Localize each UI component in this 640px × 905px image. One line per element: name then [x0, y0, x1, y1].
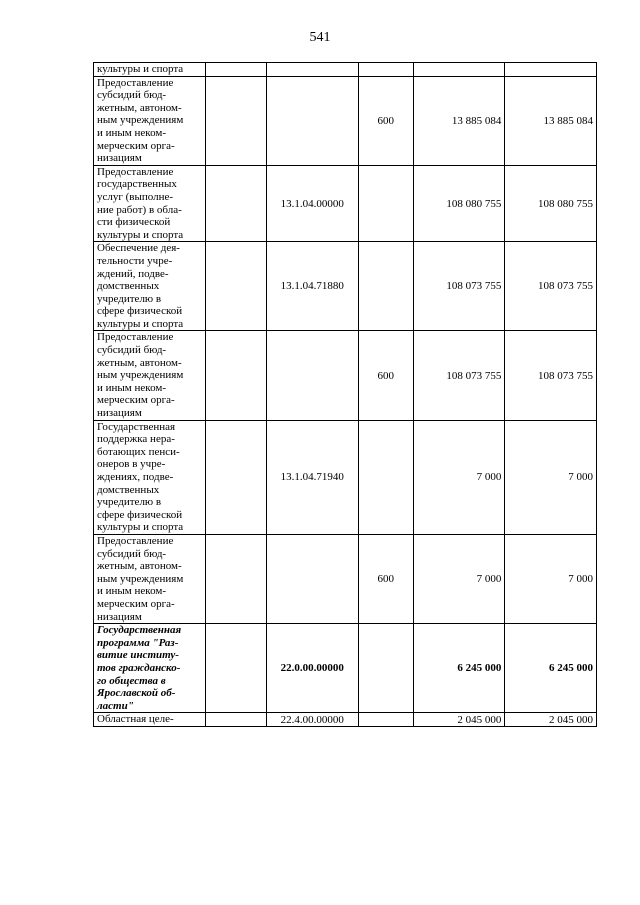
row-name-line: субсидий бюд- [97, 344, 167, 357]
budget-table-body [94, 63, 597, 727]
row-name-line: тов гражданско- [97, 661, 181, 674]
table-row [94, 165, 597, 242]
row-value-1-cell: 6 245 000 [413, 624, 505, 713]
row-code-cell [205, 534, 266, 623]
row-value-1-cell: 7 000 [413, 420, 505, 534]
table-row [94, 624, 597, 713]
row-csr-cell: 22.0.00.00000 [267, 624, 359, 713]
row-code-cell [205, 420, 266, 534]
row-name-line: низациям [97, 407, 142, 420]
row-value-2-cell: 6 245 000 [505, 624, 597, 713]
row-name-line: учредителю в [97, 292, 162, 305]
row-name-line: культуры и спорта [97, 521, 184, 534]
row-name-line: ным учреждениям [97, 369, 184, 382]
row-name-line: субсидий бюд- [97, 547, 167, 560]
row-name-line: и иным неком- [97, 126, 166, 139]
row-vr-cell: 600 [358, 76, 413, 165]
row-value-2-cell: 13 885 084 [505, 76, 597, 165]
row-value-2-cell: 2 045 000 [505, 713, 597, 727]
row-name-cell [94, 165, 206, 242]
row-value-2-cell [505, 63, 597, 77]
row-name-line: культуры и спорта [97, 317, 184, 330]
page-number: 541 [309, 30, 331, 45]
row-name-line: государственных [97, 178, 177, 191]
row-name-line: го общества в [97, 674, 166, 687]
table-row [94, 420, 597, 534]
row-value-1-cell: 2 045 000 [413, 713, 505, 727]
row-name-line: культуры и спорта [97, 63, 184, 75]
row-value-2-cell: 108 080 755 [505, 165, 597, 242]
row-csr-cell [267, 534, 359, 623]
row-vr-cell: 600 [358, 331, 413, 420]
row-value-2-cell: 7 000 [505, 420, 597, 534]
row-name-line: ждений, подве- [97, 267, 169, 280]
row-code-cell [205, 331, 266, 420]
row-name-line: Предоставление [97, 331, 174, 344]
row-name-line: ным учреждениям [97, 114, 184, 127]
row-name-line: Предоставление [97, 165, 174, 178]
row-name-cell [94, 63, 206, 77]
row-csr-cell: 13.1.04.00000 [267, 165, 359, 242]
table-row [94, 242, 597, 331]
row-code-cell [205, 76, 266, 165]
row-name-line: витие институ- [97, 649, 179, 662]
row-name-line: Государственная [97, 624, 182, 637]
row-value-1-cell: 7 000 [413, 534, 505, 623]
row-name-line: онеров в учре- [97, 458, 166, 471]
row-vr-cell [358, 624, 413, 713]
row-value-1-cell: 13 885 084 [413, 76, 505, 165]
row-name-line: Обеспечение дея- [97, 242, 180, 255]
row-name-cell [94, 624, 206, 713]
row-code-cell [205, 713, 266, 727]
row-name-line: жетным, автоном- [97, 101, 182, 114]
row-name-line: и иным неком- [97, 381, 166, 394]
table-row [94, 76, 597, 165]
row-csr-cell: 13.1.04.71880 [267, 242, 359, 331]
budget-table [93, 62, 597, 727]
row-name-line: Ярославской об- [97, 687, 176, 700]
row-name-line: сфере физической [97, 508, 183, 521]
row-code-cell [205, 165, 266, 242]
row-name-line: низациям [97, 152, 142, 165]
row-value-1-cell: 108 073 755 [413, 242, 505, 331]
row-name-line: мерческим орга- [97, 597, 175, 610]
row-vr-cell: 600 [358, 534, 413, 623]
row-name-line: Предоставление [97, 76, 174, 89]
row-name-line: и иным неком- [97, 585, 166, 598]
row-name-line: жетным, автоном- [97, 560, 182, 573]
row-name-line: ным учреждениям [97, 572, 184, 585]
row-csr-cell: 22.4.00.00000 [267, 713, 359, 727]
row-value-2-cell: 108 073 755 [505, 242, 597, 331]
row-name-line: ботающих пенси- [97, 445, 180, 458]
row-name-line: мерческим орга- [97, 394, 175, 407]
row-name-line: учредителю в [97, 496, 162, 509]
row-name-line: культуры и спорта [97, 228, 184, 241]
row-name-line: программа "Раз- [97, 636, 179, 649]
table-row [94, 534, 597, 623]
row-csr-cell: 13.1.04.71940 [267, 420, 359, 534]
table-row [94, 63, 597, 77]
row-vr-cell [358, 165, 413, 242]
row-name-line: жетным, автоном- [97, 356, 182, 369]
row-name-cell [94, 331, 206, 420]
row-name-line: Государственная [97, 420, 176, 433]
row-vr-cell [358, 420, 413, 534]
row-value-2-cell: 108 073 755 [505, 331, 597, 420]
row-name-line: ние работ) в обла- [97, 203, 182, 216]
row-name-cell [94, 76, 206, 165]
row-csr-cell [267, 63, 359, 77]
row-name-line: Областная целе- [97, 713, 174, 726]
row-code-cell [205, 624, 266, 713]
row-csr-cell [267, 331, 359, 420]
row-name-line: низациям [97, 610, 142, 623]
row-name-cell [94, 420, 206, 534]
row-code-cell [205, 63, 266, 77]
row-vr-cell [358, 713, 413, 727]
row-name-line: Предоставление [97, 534, 174, 547]
row-vr-cell [358, 242, 413, 331]
row-name-line: ждениях, подве- [97, 471, 174, 483]
row-csr-cell [267, 76, 359, 165]
row-name-cell [94, 242, 206, 331]
table-row [94, 713, 597, 727]
row-name-line: домственных [97, 483, 160, 496]
row-name-line: мерческим орга- [97, 139, 175, 152]
row-value-1-cell: 108 080 755 [413, 165, 505, 242]
row-name-line: поддержка нера- [97, 433, 175, 446]
row-name-line: сфере физической [97, 305, 183, 318]
row-vr-cell [358, 63, 413, 77]
row-name-line: сти физической [97, 216, 171, 229]
row-name-cell [94, 534, 206, 623]
row-code-cell [205, 242, 266, 331]
row-name-line: субсидий бюд- [97, 89, 167, 102]
table-row [94, 331, 597, 420]
row-name-line: домственных [97, 280, 160, 293]
row-name-line: услуг (выполне- [97, 190, 174, 203]
row-name-cell [94, 713, 206, 727]
row-value-1-cell: 108 073 755 [413, 331, 505, 420]
row-name-line: тельности учре- [97, 254, 173, 267]
row-name-line: ласти" [97, 699, 134, 712]
row-value-1-cell [413, 63, 505, 77]
row-value-2-cell: 7 000 [505, 534, 597, 623]
